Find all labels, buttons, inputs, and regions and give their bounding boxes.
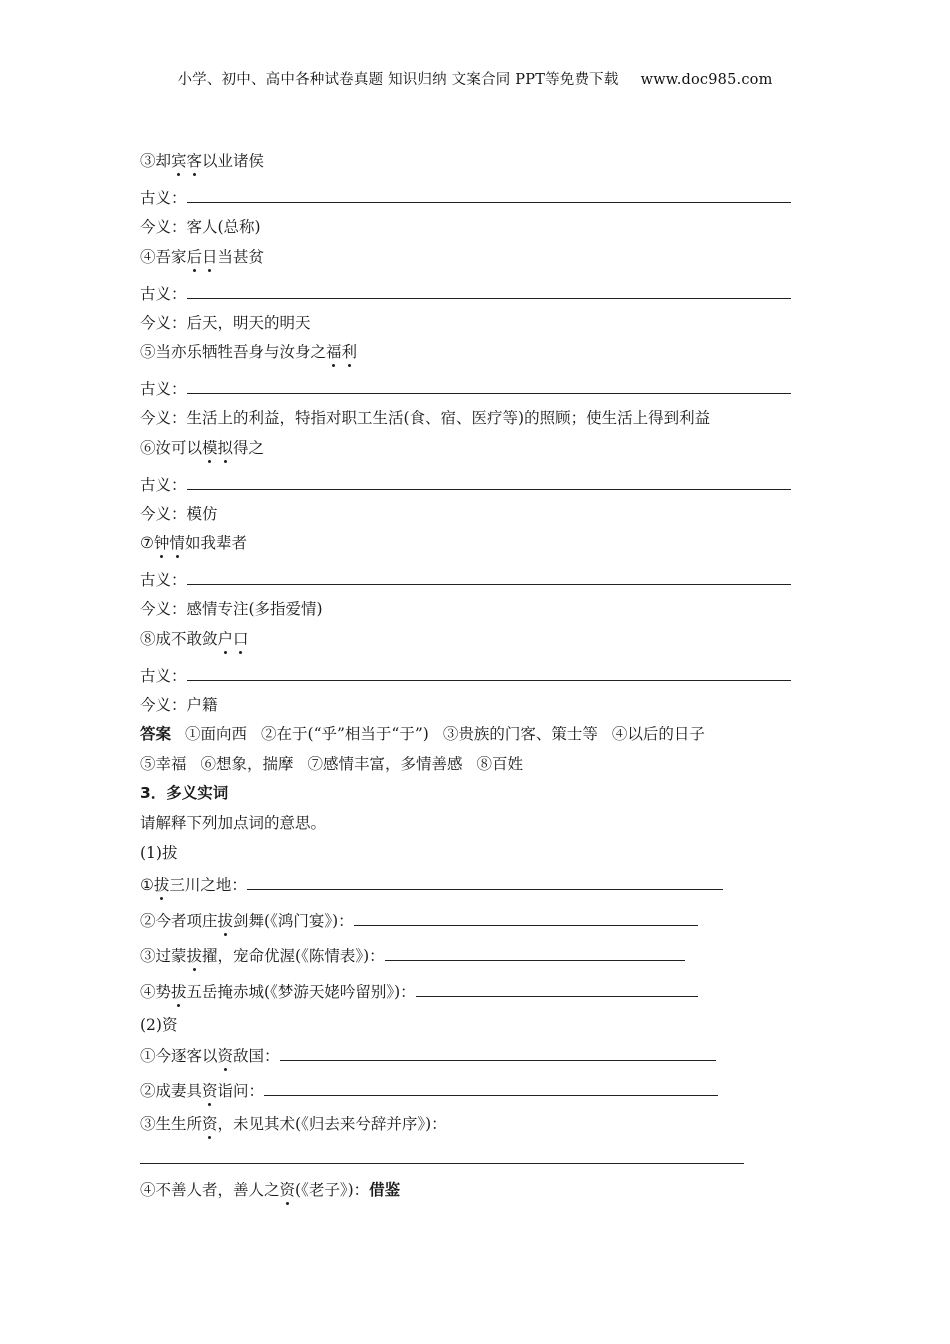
- text-segment: ①面向西: [185, 725, 248, 743]
- dotted-word: [154, 534, 185, 552]
- group1-q2: [140, 910, 698, 931]
- answer-blank[interactable]: [187, 665, 791, 681]
- answer-blank[interactable]: [187, 569, 791, 585]
- group1-q4: [140, 981, 698, 1002]
- emphasis-char: 日: [202, 248, 218, 266]
- text-segment: 古义：: [140, 571, 187, 589]
- text-segment: 得之: [233, 439, 265, 457]
- answer-blank[interactable]: [385, 945, 685, 961]
- item-6-sentence: [140, 438, 264, 458]
- item-8-jin: 今义：户籍: [140, 696, 218, 714]
- text-segment: ⑤当亦乐牺牲吾身与汝身之: [140, 343, 327, 361]
- text-segment: ④势: [140, 983, 172, 1001]
- answer-line-1: [140, 724, 705, 744]
- item-8-sentence: [140, 629, 249, 649]
- emphasis-char: 宾: [171, 152, 187, 170]
- text-segment: ⑤幸福: [140, 755, 187, 773]
- item-7-jin: 今义：感情专注(多指爱情): [140, 600, 323, 618]
- text-segment: 敌国：: [233, 1047, 280, 1065]
- answer-blank[interactable]: [187, 474, 791, 490]
- text-segment: ②在于(“乎”相当于“于”): [261, 725, 429, 743]
- text-segment: (《老子》)：: [295, 1181, 370, 1199]
- section-title: 3．多义实词: [140, 784, 229, 802]
- item-4-gu: [140, 283, 791, 304]
- text-segment: ⑧成不敢敛: [140, 630, 218, 648]
- dotted-word: [202, 1082, 218, 1100]
- group2-q4: [140, 1180, 400, 1200]
- item-8-gu: [140, 665, 791, 686]
- text-segment: ⑥想象，揣摩: [200, 755, 294, 773]
- item-3-jin: 今义：客人(总称): [140, 218, 261, 236]
- emphasis-char: 客: [186, 152, 203, 170]
- text-segment: ②成妻具: [140, 1082, 203, 1100]
- answer-blank[interactable]: [264, 1080, 718, 1096]
- answer-blank[interactable]: [416, 981, 698, 997]
- text-segment: 古义：: [140, 189, 187, 207]
- group-heading-ba: (1)拔: [140, 844, 178, 862]
- item-5-gu: [140, 378, 791, 399]
- header-text: 小学、初中、高中各种试卷真题 知识归纳 文案合同 PPT等免费下载: [177, 72, 619, 88]
- text-segment: 古义：: [140, 380, 187, 398]
- dotted-word: [202, 439, 233, 457]
- emphasis-char: 资: [217, 1047, 234, 1065]
- text-segment: 擢，宠命优渥(《陈情表》)：: [202, 947, 385, 965]
- emphasis-char: 资: [202, 1115, 218, 1133]
- emphasis-char: 拔: [186, 947, 203, 965]
- emphasis-char: 资: [202, 1082, 218, 1100]
- answer-blank[interactable]: [187, 378, 791, 394]
- text-segment: ⑦: [140, 534, 154, 552]
- group-heading-zi: (2)资: [140, 1016, 178, 1034]
- emphasis-char: 拔: [217, 912, 234, 930]
- group2-q3: [140, 1114, 447, 1134]
- text-segment: ④吾家: [140, 248, 187, 266]
- emphasis-char: 利: [341, 343, 358, 361]
- group1-q3: [140, 945, 685, 966]
- text-segment: ⑥汝可以: [140, 439, 203, 457]
- emphasis-char: 钟: [153, 534, 170, 552]
- emphasis-char: 口: [233, 630, 249, 648]
- text-segment: 剑舞(《鸿门宴》)：: [233, 912, 354, 930]
- text-segment: ③生生所: [140, 1115, 203, 1133]
- item-5-jin: 今义：生活上的利益，特指对职工生活(食、宿、医疗等)的照顾；使生活上得到利益: [140, 409, 711, 427]
- text-segment: 古义：: [140, 285, 187, 303]
- answer-label: 答案: [140, 725, 172, 743]
- item-4-jin: 今义：后天，明天的明天: [140, 314, 311, 332]
- item-6-jin: 今义：模仿: [140, 505, 218, 523]
- answer-blank[interactable]: [280, 1045, 716, 1061]
- text-segment: ①: [140, 876, 154, 894]
- dotted-word: [218, 912, 234, 930]
- item-3-gu: [140, 187, 791, 208]
- text-segment: 三川之地：: [169, 876, 247, 894]
- text-segment: ③过蒙: [140, 947, 187, 965]
- dotted-word: [187, 248, 218, 266]
- text-segment: ，未见其术(《归去来兮辞并序》)：: [217, 1115, 447, 1133]
- section-instruction: 请解释下列加点词的意思。: [140, 814, 327, 832]
- text-segment: ③贵族的门客、策士等: [442, 725, 598, 743]
- text-segment: 古义：: [140, 667, 187, 685]
- answer-blank[interactable]: [187, 283, 791, 299]
- item-4-sentence: [140, 247, 264, 267]
- answer-blank[interactable]: [247, 874, 723, 890]
- text-segment: 五岳掩赤城(《梦游天姥吟留别》)：: [186, 983, 416, 1001]
- dotted-word: [171, 983, 187, 1001]
- text-segment: 当甚贫: [217, 248, 265, 266]
- group1-q1: [140, 874, 723, 895]
- text-segment: ①今逐客以: [140, 1047, 218, 1065]
- dotted-word: [202, 1115, 218, 1133]
- dotted-word: [280, 1181, 296, 1199]
- text-segment: 诣问：: [217, 1082, 265, 1100]
- emphasis-char: 后: [186, 248, 203, 266]
- answer-blank[interactable]: [354, 910, 698, 926]
- text-segment: ③却: [140, 152, 172, 170]
- text-segment: 如我辈者: [184, 534, 247, 552]
- group2-q1: [140, 1045, 716, 1066]
- answer-blank[interactable]: [140, 1163, 744, 1164]
- given-answer: 借鉴: [369, 1181, 401, 1199]
- dotted-word: [171, 152, 202, 170]
- emphasis-char: 福: [326, 343, 342, 361]
- group2-q2: [140, 1080, 718, 1101]
- dotted-word: [154, 876, 170, 894]
- emphasis-char: 资: [279, 1181, 296, 1199]
- dotted-word: [218, 630, 249, 648]
- text-segment: 古义：: [140, 476, 187, 494]
- emphasis-char: 拔: [171, 983, 187, 1001]
- dotted-word: [218, 1047, 234, 1065]
- item-7-sentence: [140, 533, 247, 553]
- dotted-word: [187, 947, 203, 965]
- dotted-word: [326, 343, 357, 361]
- emphasis-char: 模: [202, 439, 218, 457]
- text-segment: 以业诸侯: [202, 152, 265, 170]
- header-url: www.doc985.com: [640, 72, 773, 88]
- item-3-sentence: [140, 151, 264, 171]
- answer-line-2: [140, 754, 523, 774]
- emphasis-char: 户: [217, 630, 234, 648]
- text-segment: ④不善人者，善人之: [140, 1181, 280, 1199]
- text-segment: ②今者项庄: [140, 912, 218, 930]
- answer-blank[interactable]: [187, 187, 791, 203]
- emphasis-char: 情: [169, 534, 185, 552]
- emphasis-char: 拔: [153, 876, 170, 894]
- item-5-sentence: [140, 342, 357, 362]
- page-header: [0, 68, 950, 89]
- item-7-gu: [140, 569, 791, 590]
- text-segment: ⑦感情丰富，多情善感: [307, 755, 463, 773]
- text-segment: ⑧百姓: [476, 755, 524, 773]
- text-segment: ④以后的日子: [611, 725, 705, 743]
- item-6-gu: [140, 474, 791, 495]
- emphasis-char: 拟: [217, 439, 234, 457]
